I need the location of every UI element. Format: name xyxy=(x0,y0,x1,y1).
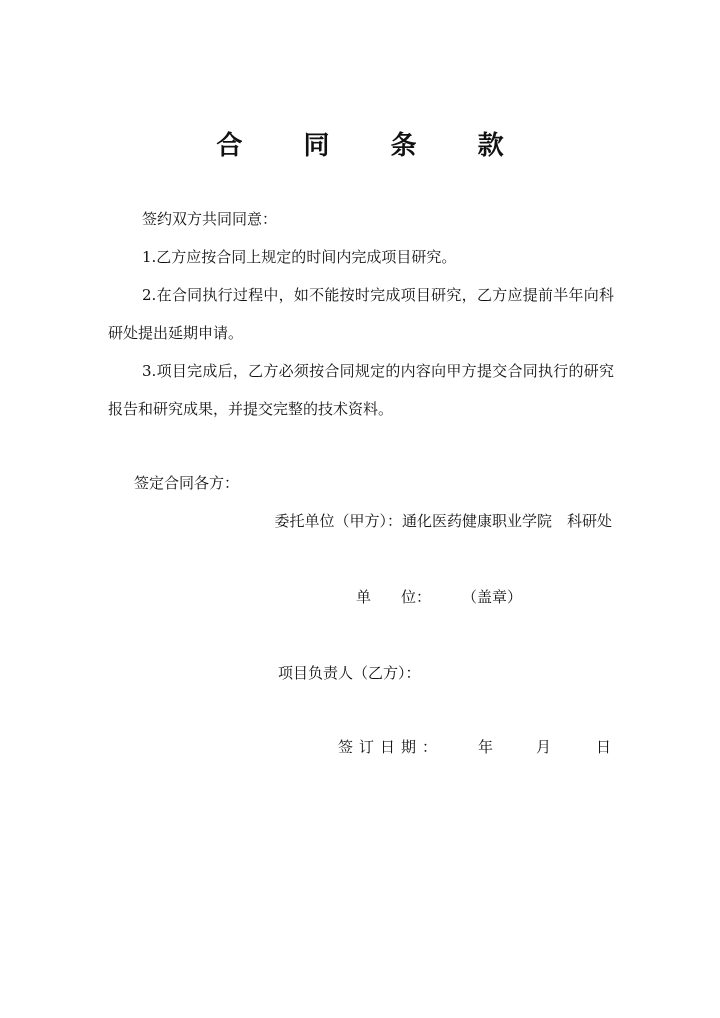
clause-3: 3.项目完成后，乙方必须按合同规定的内容向甲方提交合同执行的研究报告和研究成果，并提交完整的技术资料。 xyxy=(108,362,614,418)
date-year-label: 年 xyxy=(478,738,494,756)
signing-date-label: 签订日期： xyxy=(338,738,444,756)
seal-label: （盖章） xyxy=(462,588,523,606)
signing-parties-header: 签定合同各方： xyxy=(134,474,240,492)
clause-2: 2.在合同执行过程中，如不能按时完成项目研究，乙方应提前半年向科研处提出延期申请。 xyxy=(108,286,614,342)
contract-body xyxy=(108,200,614,428)
party-a-line: 委托单位（甲方）：通化医药健康职业学院 科研处 xyxy=(274,512,612,530)
document-title: 合 同 条 款 xyxy=(216,131,530,161)
clause-1: 1.乙方应按合同上规定的时间内完成项目研究。 xyxy=(142,248,457,266)
intro-line: 签约双方共同同意： xyxy=(142,210,278,228)
date-month-label: 月 xyxy=(536,738,552,756)
date-day-label: 日 xyxy=(596,738,612,756)
unit-label: 单 位： xyxy=(356,588,432,606)
project-leader-label: 项目负责人（乙方）： xyxy=(278,664,421,682)
